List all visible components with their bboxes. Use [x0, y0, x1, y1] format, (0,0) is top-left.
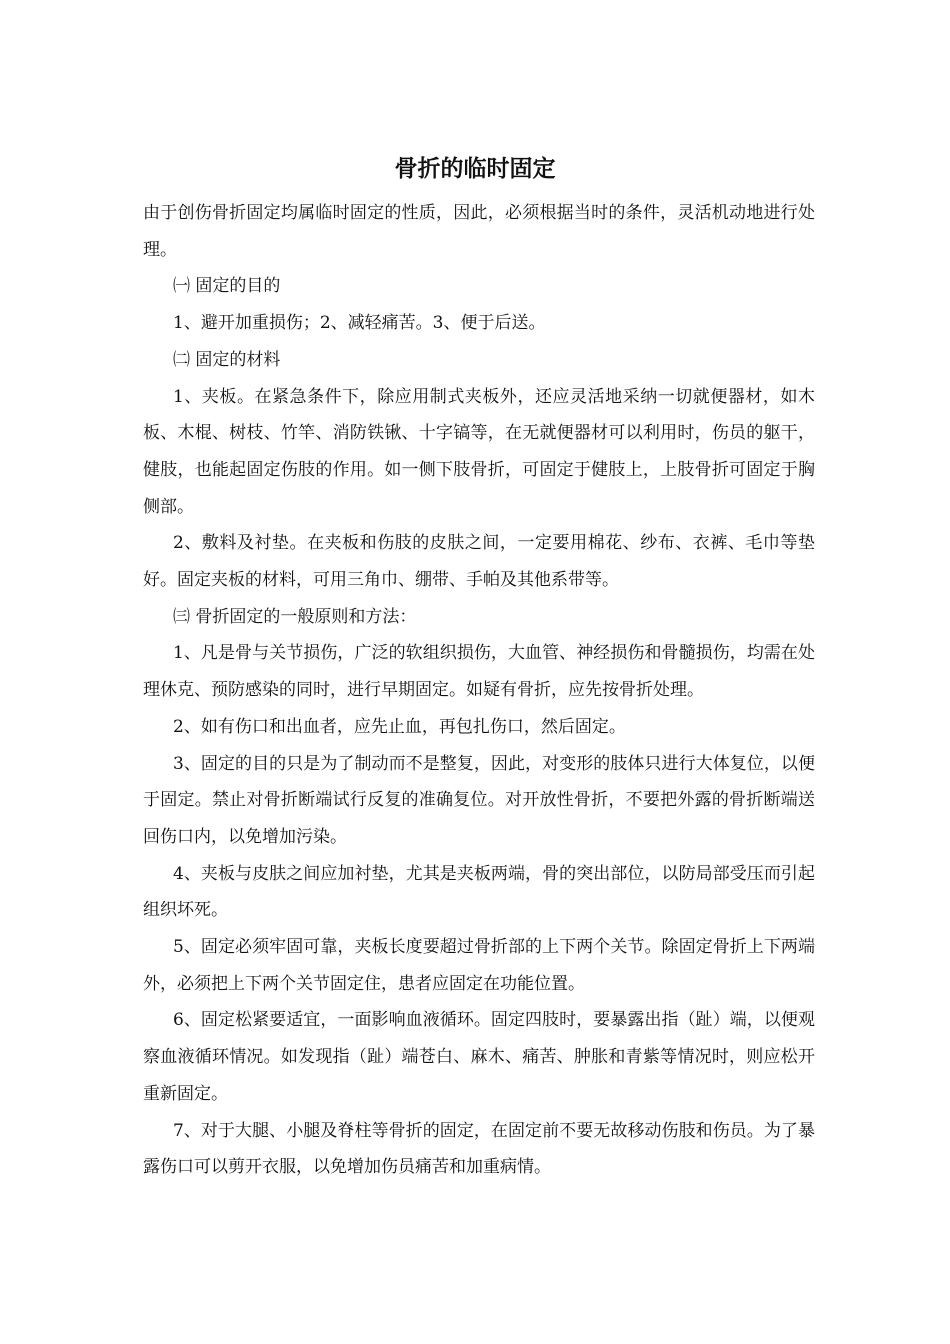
document-title: 骨折的临时固定 [394, 156, 556, 182]
principle-paragraph-1: 1、凡是骨与关节损伤，广泛的软组织损伤，大血管、神经损伤和骨髓损伤，均需在处理休克、预防感染的同时，进行早期固定。如疑有骨折，应先按骨折处理。 [143, 643, 815, 701]
document-body [143, 195, 815, 1186]
principle-paragraph-2: 2、如有伤口和出血者，应先止血，再包扎伤口，然后固定。 [173, 716, 626, 737]
materials-splint-paragraph: 1、夹板。在紧急条件下，除应用制式夹板外，还应灵活地采纳一切就便器材，如木板、木棍、树枝、竹竿、消防铁锹、十字镐等，在无就便器材可以利用时，伤员的躯干，健肢，也能起固定伤肢的作用。如一侧下肢骨折，可固定于健肢上，上肢骨折可固定于胸侧部。 [143, 386, 815, 517]
section-heading-principles: ㈢ 骨折固定的一般原则和方法： [173, 606, 417, 627]
principle-paragraph-4: 4、夹板与皮肤之间应加衬垫，尤其是夹板两端，骨的突出部位，以防局部受压而引起组织坏死。 [143, 863, 815, 921]
principle-paragraph-5: 5、固定必须牢固可靠，夹板长度要超过骨折部的上下两个关节。除固定骨折上下两端外，必须把上下两个关节固定住，患者应固定在功能位置。 [143, 937, 815, 994]
principle-paragraph-7: 7、对于大腿、小腿及脊柱等骨折的固定，在固定前不要无故移动伤肢和伤员。为了暴露伤口可以剪开衣服，以免增加伤员痛苦和加重病情。 [143, 1120, 815, 1178]
principle-paragraph-3: 3、固定的目的只是为了制动而不是整复，因此，对变形的肢体只进行大体复位，以便于固定。禁止对骨折断端试行反复的准确复位。对开放性骨折，不要把外露的骨折断端送回伤口内，以免增加污染。 [143, 753, 815, 847]
section-heading-purpose: ㈠ 固定的目的 [173, 276, 281, 297]
principle-paragraph-6: 6、固定松紧要适宜，一面影响血液循环。固定四肢时，要暴露出指（趾）端，以便观察血液循环情况。如发现指（趾）端苍白、麻木、痛苦、肿胀和青紫等情况时，则应松开重新固定。 [143, 1010, 815, 1104]
section-heading-materials: ㈡ 固定的材料 [173, 349, 281, 370]
purpose-paragraph: 1、避开加重损伤；2、减轻痛苦。3、便于后送。 [173, 313, 546, 334]
intro-paragraph: 由于创伤骨折固定均属临时固定的性质，因此，必须根据当时的条件，灵活机动地进行处理。 [143, 203, 815, 260]
materials-padding-paragraph: 2、敷料及衬垫。在夹板和伤肢的皮肤之间，一定要用棉花、纱布、衣裤、毛巾等垫好。固定夹板的材料，可用三角巾、绷带、手帕及其他系带等。 [143, 533, 815, 591]
